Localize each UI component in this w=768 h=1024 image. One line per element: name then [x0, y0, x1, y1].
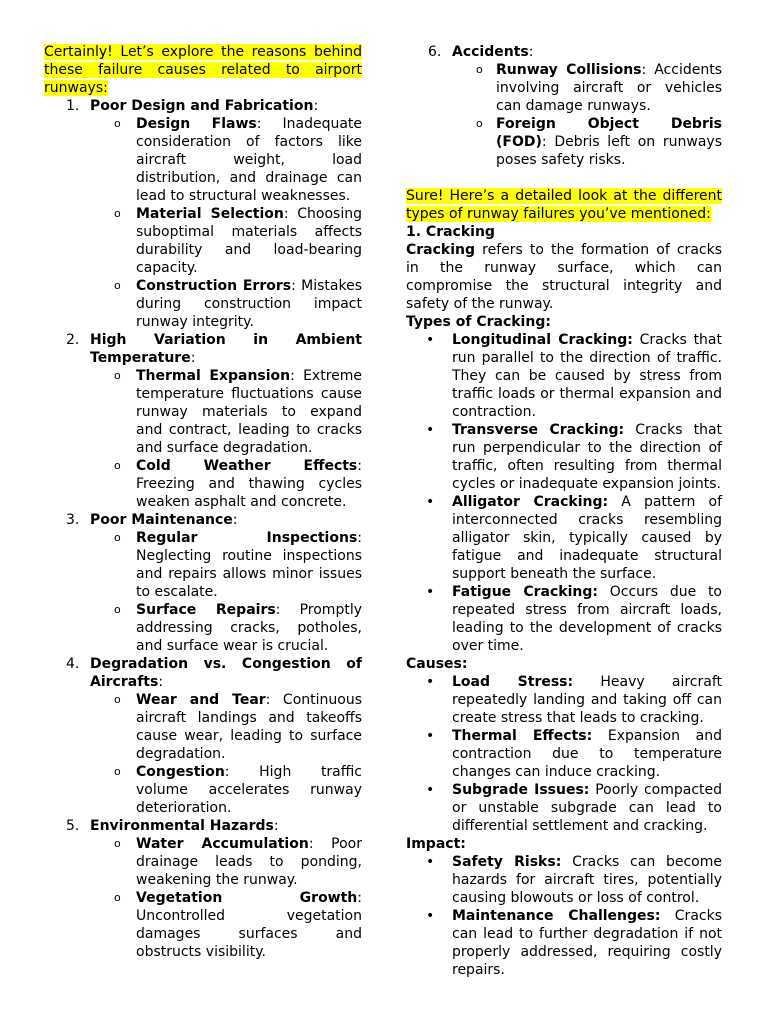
item-number: 2.: [66, 332, 80, 348]
causes-list: [406, 673, 722, 835]
list-item: 1. Poor Design and Fabrication: o Design Flaws: Inadequate consideration of factors like aircraft weight, load distribution, and drainage can lead to structural weaknesses. o Material Selection: Choosing suboptimal materials affects durability and load-bearing capacity. o Construction Errors: Mistakes during construction impact runway integrity.: [44, 97, 362, 331]
sub-item: o Vegetation Growth: Uncontrolled vegetation damages surfaces and obstructs visibility.: [114, 890, 362, 960]
list-item: • Maintenance Challenges: Cracks can lead to further degradation if not properly addressed, requiring costly repairs.: [426, 908, 722, 978]
sub-item: o Runway Collisions: Accidents involving aircraft or vehicles can damage runways.: [476, 62, 722, 114]
list-item: 2. High Variation in Ambient Temperature: o Thermal Expansion: Extreme temperature fluctuations cause runway materials to expand and contract, leading to cracks and surface degradation. o Cold Weather Effects: Freezing and thawing cycles weaken asphalt and concrete.: [44, 331, 362, 511]
list-item: 5. Environmental Hazards: o Water Accumulation: Poor drainage leads to ponding, weakening the runway. o Vegetation Growth: Uncontrolled vegetation damages surfaces and obstructs visibility.: [44, 817, 362, 961]
left-column: [44, 43, 362, 961]
list-item: • Transverse Cracking: Cracks that run perpendicular to the direction of traffic, often resulting from thermal cycles or inadequate expansion joints.: [426, 422, 723, 492]
list-item: 6. Accidents: o Runway Collisions: Accidents involving aircraft or vehicles can damage runways. o Foreign Object Debris (FOD): Debris left on runways poses safety risks.: [406, 43, 722, 169]
sub-item: o Regular Inspections: Neglecting routine inspections and repairs allows minor issues to escalate.: [114, 530, 362, 600]
item-title: Environmental Hazards: [90, 818, 274, 834]
list-item: • Safety Risks: Cracks can become hazards for aircraft tires, potentially causing blowouts or loss of control.: [426, 854, 722, 906]
item-title: Poor Design and Fabrication: [90, 98, 314, 114]
sub-item: o Water Accumulation: Poor drainage leads to ponding, weakening the runway.: [114, 836, 362, 888]
item-title: Accidents: [452, 44, 529, 60]
item-title: Degradation vs. Congestion of Aircrafts: [90, 656, 362, 690]
highlighted-intro: Sure! Here’s a detailed look at the different types of runway failures you’ve mentioned:: [406, 188, 722, 222]
failure-causes-list: [44, 97, 362, 961]
sub-item: o Thermal Expansion: Extreme temperature fluctuations cause runway materials to expand and contract, leading to cracks and surface degradation.: [114, 368, 363, 456]
list-item: • Subgrade Issues: Poorly compacted or unstable subgrade can lead to differential settlement and cracking.: [426, 782, 723, 834]
list-item: • Load Stress: Heavy aircraft repeatedly landing and taking off can create stress that leads to cracking.: [426, 674, 722, 726]
list-item: • Longitudinal Cracking: Cracks that run parallel to the direction of traffic. They can be caused by stress from traffic loads or thermal expansion and contraction.: [426, 332, 722, 420]
intro-paragraph: [44, 43, 362, 97]
item-number: 6.: [428, 44, 442, 60]
sub-item: o Construction Errors: Mistakes during construction impact runway integrity.: [114, 278, 363, 330]
types-list: [406, 331, 722, 655]
list-item: 4. Degradation vs. Congestion of Aircrafts: o Wear and Tear: Continuous aircraft landings and takeoffs cause wear, leading to surface degradation. o Congestion: High traffic volume accelerates runway deterioration.: [44, 655, 362, 817]
sub-item: o Congestion: High traffic volume accelerates runway deterioration.: [114, 764, 362, 816]
item-number: 5.: [66, 818, 80, 834]
item-number: 1.: [66, 98, 80, 114]
section-heading: 1. Cracking: [406, 224, 495, 240]
item-number: 3.: [66, 512, 80, 528]
list-item: • Thermal Effects: Expansion and contraction due to temperature changes can induce cracking.: [426, 728, 722, 780]
list-item: • Alligator Cracking: A pattern of interconnected cracks resembling alligator skin, typically caused by fatigue and inadequate structural support beneath the surface.: [426, 494, 722, 582]
types-heading: Types of Cracking:: [406, 314, 551, 330]
causes-heading: Causes:: [406, 656, 468, 672]
right-column: [406, 43, 722, 979]
impact-list: [406, 853, 722, 979]
sub-item: o Surface Repairs: Promptly addressing cracks, potholes, and surface wear is crucial.: [114, 602, 362, 654]
sub-item: o Material Selection: Choosing suboptimal materials affects durability and load-bearing capacity.: [114, 206, 363, 276]
item-number: 4.: [66, 656, 80, 672]
list-item: • Fatigue Cracking: Occurs due to repeated stress from aircraft loads, leading to the development of cracks over time.: [426, 584, 723, 654]
intro-paragraph-2: [406, 187, 722, 223]
definition-paragraph: Cracking refers to the formation of cracks in the runway surface, which can compromise the structural integrity and safety of the runway.: [406, 242, 722, 312]
highlighted-intro: Certainly! Let’s explore the reasons behind these failure causes related to airport runways:: [44, 44, 362, 96]
sub-item: o Wear and Tear: Continuous aircraft landings and takeoffs cause wear, leading to surface degradation.: [114, 692, 362, 762]
item-title: High Variation in Ambient Temperature: [90, 332, 362, 366]
sub-item: o Foreign Object Debris (FOD): Debris left on runways poses safety risks.: [476, 116, 722, 168]
impact-heading: Impact:: [406, 836, 466, 852]
sub-item: o Design Flaws: Inadequate consideration of factors like aircraft weight, load distribution, and drainage can lead to structural weaknesses.: [114, 116, 363, 204]
sub-item: o Cold Weather Effects: Freezing and thawing cycles weaken asphalt and concrete.: [114, 458, 362, 510]
list-item: 3. Poor Maintenance: o Regular Inspections: Neglecting routine inspections and repairs allows minor issues to escalate. o Surface Repairs: Promptly addressing cracks, potholes, and surface wear is crucial.: [44, 511, 362, 655]
item-title: Poor Maintenance: [90, 512, 233, 528]
